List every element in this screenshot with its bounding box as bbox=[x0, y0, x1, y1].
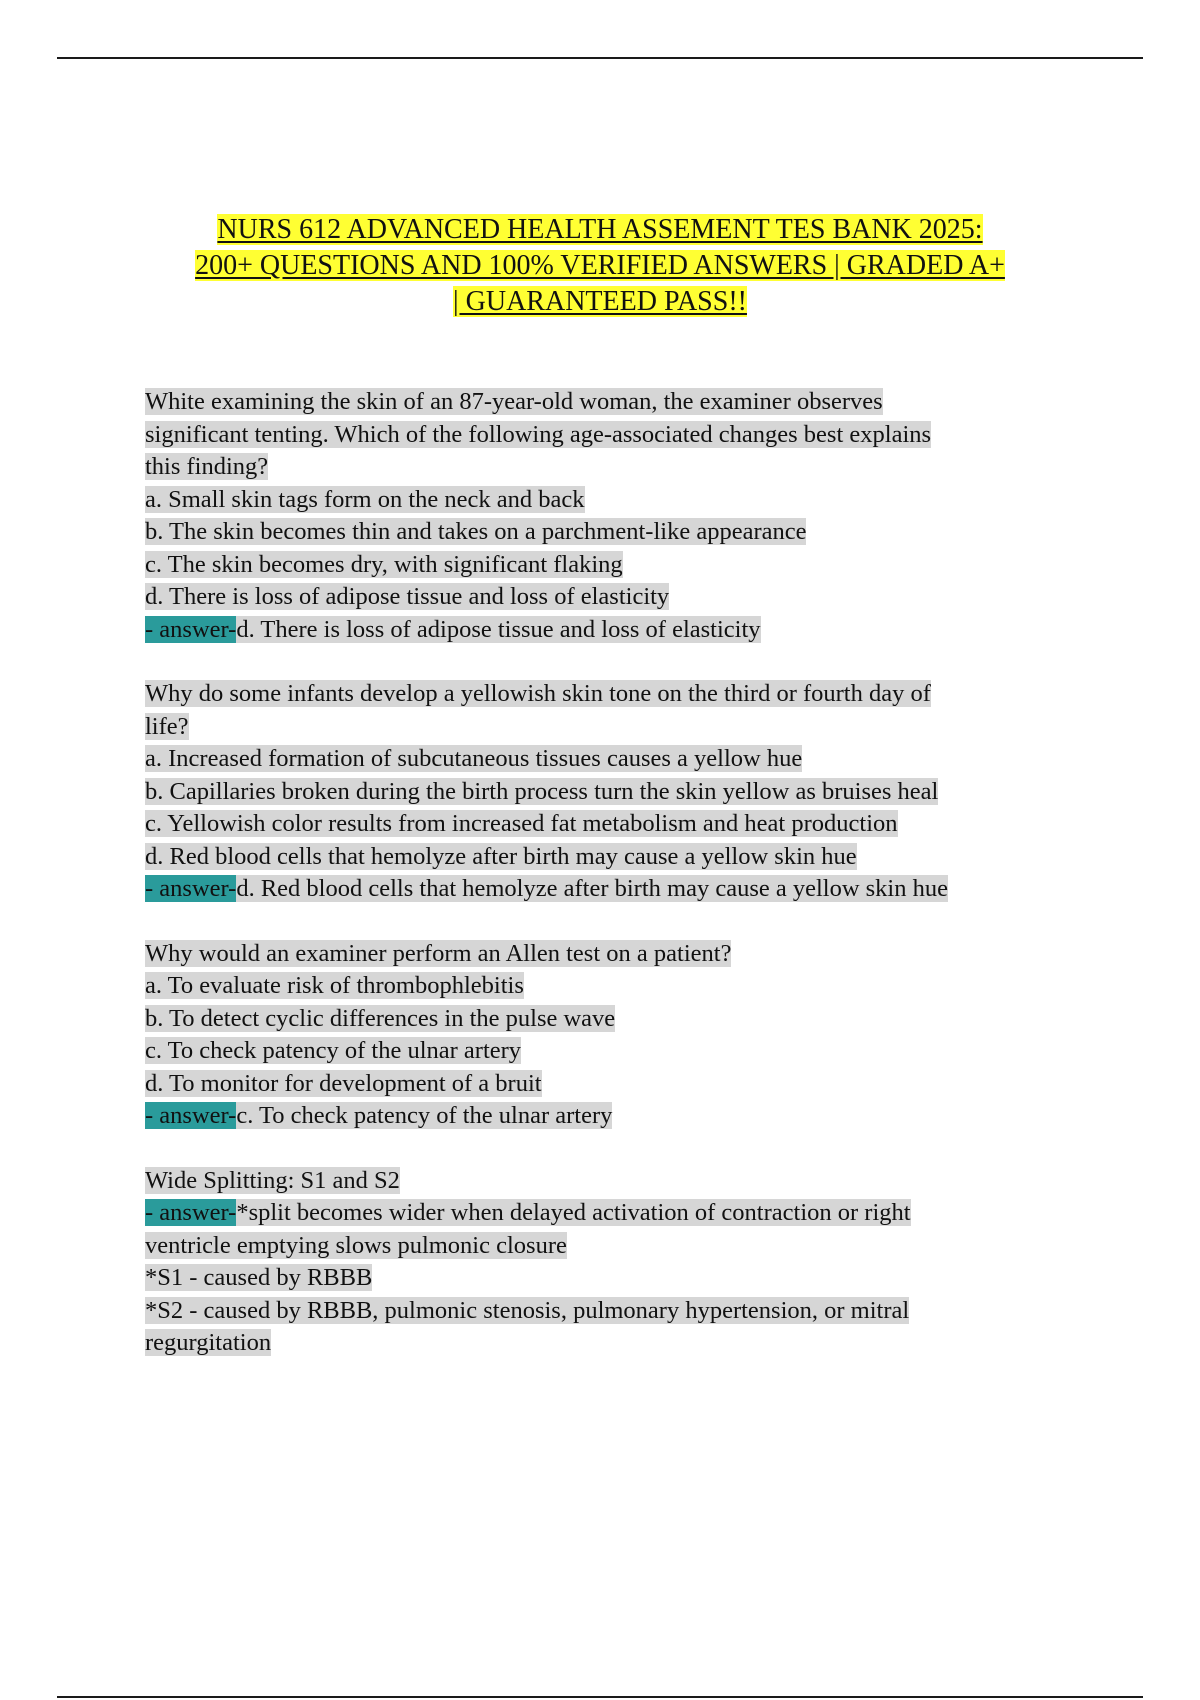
option-a: a. Small skin tags form on the neck and back bbox=[145, 485, 585, 513]
question-text: White examining the skin of an 87-year-old woman, the examiner observes bbox=[145, 388, 883, 415]
title-line: NURS 612 ADVANCED HEALTH ASSEMENT TES BANK 2025: bbox=[217, 214, 983, 245]
option-c: c. The skin becomes dry, with significant flaking bbox=[145, 550, 623, 578]
question-item bbox=[145, 386, 1075, 646]
question-text: Why would an examiner perform an Allen test on a patient? bbox=[145, 939, 732, 967]
answer-tag: - answer- bbox=[145, 1199, 237, 1226]
answer-line bbox=[145, 614, 1075, 647]
question-text: significant tenting. Which of the following age-associated changes best explains bbox=[145, 420, 932, 448]
question-text: this finding? bbox=[145, 453, 269, 480]
option-b: b. The skin becomes thin and takes on a parchment-like appearance bbox=[145, 518, 807, 545]
answer-tag: - answer- bbox=[145, 875, 237, 902]
option-b: b. Capillaries broken during the birth process turn the skin yellow as bruises heal bbox=[145, 777, 939, 805]
question-text: life? bbox=[145, 712, 189, 740]
answer-line bbox=[145, 1100, 1075, 1133]
answer-text: ventricle emptying slows pulmonic closure bbox=[145, 1231, 567, 1259]
option-a: a. Increased formation of subcutaneous tissues causes a yellow hue bbox=[145, 745, 803, 772]
option-b: b. To detect cyclic differences in the pulse wave bbox=[145, 1004, 616, 1032]
question-item bbox=[145, 938, 1075, 1133]
header-rule bbox=[57, 57, 1143, 59]
option-c: c. Yellowish color results from increased fat metabolism and heat production bbox=[145, 810, 898, 837]
answer-text: d. Red blood cells that hemolyze after birth may cause a yellow skin hue bbox=[236, 875, 948, 902]
question-text: Wide Splitting: S1 and S2 bbox=[145, 1166, 400, 1194]
answer-tag: - answer- bbox=[145, 1102, 237, 1129]
question-list bbox=[145, 386, 1075, 1392]
answer-text: regurgitation bbox=[145, 1329, 272, 1356]
title-line: 200+ QUESTIONS AND 100% VERIFIED ANSWERS | GRADED A+ bbox=[195, 250, 1005, 281]
option-d: d. To monitor for development of a bruit bbox=[145, 1069, 542, 1097]
answer-text: *S2 - caused by RBBB, pulmonic stenosis, pulmonary hypertension, or mitral bbox=[145, 1296, 910, 1324]
answer-line bbox=[145, 1197, 1075, 1230]
question-item bbox=[145, 678, 1075, 906]
footer-rule bbox=[57, 1696, 1143, 1698]
answer-text: d. There is loss of adipose tissue and loss of elasticity bbox=[236, 615, 761, 643]
document-title bbox=[100, 212, 1100, 320]
option-c: c. To check patency of the ulnar artery bbox=[145, 1037, 522, 1064]
question-text: Why do some infants develop a yellowish skin tone on the third or fourth day of bbox=[145, 680, 931, 707]
answer-text: *split becomes wider when delayed activation of contraction or right bbox=[236, 1199, 911, 1226]
answer-tag: - answer- bbox=[145, 615, 237, 643]
answer-text: *S1 - caused by RBBB bbox=[145, 1264, 373, 1291]
option-d: d. Red blood cells that hemolyze after birth may cause a yellow skin hue bbox=[145, 842, 857, 870]
answer-line bbox=[145, 873, 1075, 906]
question-item bbox=[145, 1165, 1075, 1360]
title-line: | GUARANTEED PASS!! bbox=[453, 286, 747, 317]
option-d: d. There is loss of adipose tissue and loss of elasticity bbox=[145, 583, 670, 610]
option-a: a. To evaluate risk of thrombophlebitis bbox=[145, 972, 524, 999]
answer-text: c. To check patency of the ulnar artery bbox=[236, 1102, 613, 1129]
